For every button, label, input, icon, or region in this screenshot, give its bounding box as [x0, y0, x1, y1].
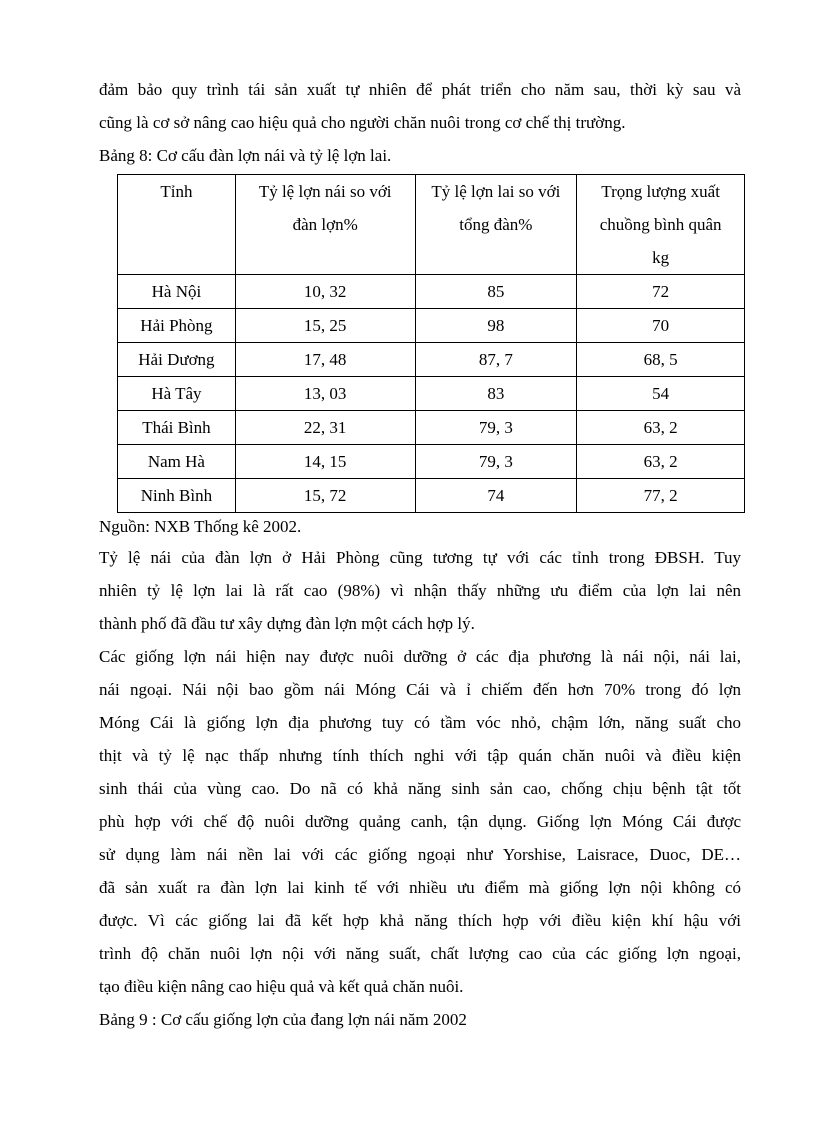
cell-province: Thái Bình	[118, 411, 236, 445]
paragraph-line: sinh thái của vùng cao. Do nã có khả năng sinh sản cao, chống chịu bệnh tật tốt	[99, 779, 741, 798]
cell-crossbred-ratio: 79, 3	[415, 445, 577, 479]
cell-avg-weight: 70	[577, 309, 745, 343]
header-avg-weight	[577, 175, 745, 275]
table-row	[118, 275, 745, 309]
cell-sow-ratio: 15, 25	[235, 309, 415, 343]
cell-sow-ratio: 13, 03	[235, 377, 415, 411]
paragraph-line: đã sản xuất ra đàn lợn lai kinh tế với nhiều ưu điểm mà giống lợn nội không có	[99, 878, 741, 897]
cell-crossbred-ratio: 85	[415, 275, 577, 309]
table8	[117, 174, 745, 513]
cell-province: Hà Tây	[118, 377, 236, 411]
table-row	[118, 343, 745, 377]
paragraph-line: Móng Cái là giống lợn địa phương tuy có tầm vóc nhỏ, chậm lớn, năng suất cho	[99, 713, 741, 732]
cell-avg-weight: 68, 5	[577, 343, 745, 377]
header-sow-ratio	[235, 175, 415, 275]
paragraph-line: thịt và tỷ lệ nạc thấp nhưng tính thích nghi với tập quán chăn nuôi và điều kiện	[99, 746, 741, 765]
cell-crossbred-ratio: 79, 3	[415, 411, 577, 445]
cell-crossbred-ratio: 74	[415, 479, 577, 513]
cell-sow-ratio: 17, 48	[235, 343, 415, 377]
intro-line: đảm bảo quy trình tái sản xuất tự nhiên để phát triển cho năm sau, thời kỳ sau và	[99, 80, 741, 99]
cell-crossbred-ratio: 87, 7	[415, 343, 577, 377]
cell-province: Hải Dương	[118, 343, 236, 377]
paragraph-line: thành phố đã đầu tư xây dựng đàn lợn một cách hợp lý.	[99, 614, 475, 633]
header-line: đàn lợn%	[292, 215, 358, 234]
cell-crossbred-ratio: 98	[415, 309, 577, 343]
header-line: Tỉnh	[160, 182, 193, 201]
header-line: kg	[652, 248, 670, 267]
paragraph-line: nhiên tỷ lệ lợn lai là rất cao (98%) vì nhận thấy những ưu điểm của lợn lai nên	[99, 581, 741, 600]
cell-province: Nam Hà	[118, 445, 236, 479]
cell-avg-weight: 72	[577, 275, 745, 309]
cell-avg-weight: 54	[577, 377, 745, 411]
paragraph-line: phù hợp với chế độ nuôi dưỡng quảng canh, tận dụng. Giống lợn Móng Cái được	[99, 812, 741, 831]
cell-province: Ninh Bình	[118, 479, 236, 513]
header-line: Tỷ lệ lợn nái so với	[258, 182, 392, 201]
header-province	[118, 175, 236, 275]
cell-sow-ratio: 22, 31	[235, 411, 415, 445]
intro-line: cũng là cơ sở nâng cao hiệu quả cho người chăn nuôi trong cơ chế thị trường.	[99, 113, 626, 132]
cell-sow-ratio: 10, 32	[235, 275, 415, 309]
paragraph-line: Các giống lợn nái hiện nay được nuôi dưỡng ở các địa phương là nái nội, nái lai,	[99, 647, 741, 666]
document-page	[99, 73, 741, 1036]
paragraph-line: trình độ chăn nuôi lợn nội với năng suất, chất lượng cao của các giống lợn ngoại,	[99, 944, 741, 963]
table-header-row	[118, 175, 745, 275]
header-line: Tỷ lệ lợn lai so với	[431, 182, 561, 201]
paragraph-line: nái ngoại. Nái nội bao gồm nái Móng Cái và ỉ chiếm đến hơn 70% trong đó lợn	[99, 680, 741, 699]
cell-avg-weight: 63, 2	[577, 411, 745, 445]
header-line: tổng đàn%	[459, 215, 533, 234]
paragraph-line: tạo điều kiện nâng cao hiệu quả và kết quả chăn nuôi.	[99, 977, 464, 996]
cell-province: Hải Phòng	[118, 309, 236, 343]
table-row	[118, 309, 745, 343]
cell-avg-weight: 77, 2	[577, 479, 745, 513]
cell-province: Hà Nội	[118, 275, 236, 309]
paragraph-line: được. Vì các giống lai đã kết hợp khả năng thích hợp với điều kiện khí hậu với	[99, 911, 741, 930]
header-line: Trọng lượng xuất	[601, 182, 720, 201]
cell-avg-weight: 63, 2	[577, 445, 745, 479]
cell-crossbred-ratio: 83	[415, 377, 577, 411]
cell-sow-ratio: 14, 15	[235, 445, 415, 479]
table8-caption: Bảng 8: Cơ cấu đàn lợn nái và tỷ lệ lợn lai.	[99, 146, 392, 165]
table-row	[118, 445, 745, 479]
header-crossbred-ratio	[415, 175, 577, 275]
cell-sow-ratio: 15, 72	[235, 479, 415, 513]
table-row	[118, 411, 745, 445]
paragraph-line: sử dụng làm nái nền lai với các giống ngoại như Yorshise, Laisrace, Duoc, DE…	[99, 845, 741, 864]
table8-source: Nguồn: NXB Thống kê 2002.	[99, 517, 302, 536]
table-row	[118, 479, 745, 513]
header-line: chuồng bình quân	[599, 215, 722, 234]
table-row	[118, 377, 745, 411]
paragraph-line: Tỷ lệ nái của đàn lợn ở Hải Phòng cũng tương tự với các tỉnh trong ĐBSH. Tuy	[99, 548, 741, 567]
table9-caption: Bảng 9 : Cơ cấu giống lợn của đang lợn nái năm 2002	[99, 1010, 467, 1029]
